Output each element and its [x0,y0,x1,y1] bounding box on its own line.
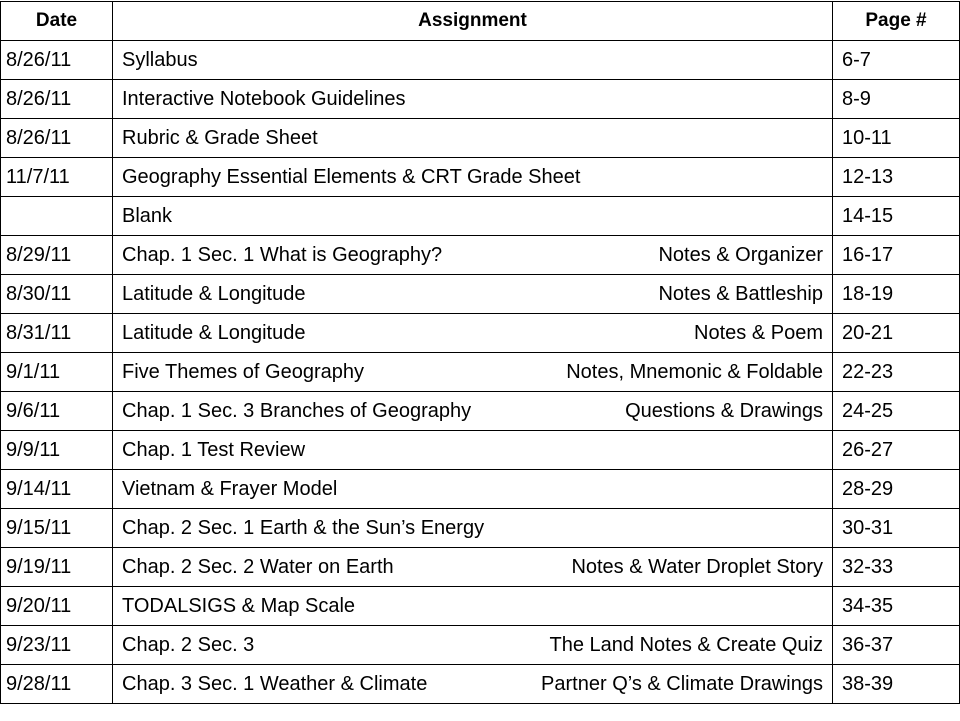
assignment-cell [113,392,833,431]
page-cell: 28-29 [833,470,960,509]
assignment-cell [113,236,833,275]
assignment-note: Notes & Water Droplet Story [571,555,823,578]
table-row [1,392,960,431]
assignment-cell [113,353,833,392]
page-cell: 12-13 [833,158,960,197]
assignment-title: Chap. 3 Sec. 1 Weather & Climate [122,672,428,695]
assignment-title: Chap. 2 Sec. 2 Water on Earth [122,555,394,578]
page-cell: 8-9 [833,80,960,119]
page-cell: 32-33 [833,548,960,587]
page-header: Page # [833,2,960,41]
page-cell: 38-39 [833,665,960,704]
date-cell: 8/31/11 [1,314,113,353]
date-cell: 8/26/11 [1,119,113,158]
assignment-cell [113,665,833,704]
assignment-title: Interactive Notebook Guidelines [122,87,406,110]
assignment-title: Latitude & Longitude [122,282,306,305]
assignment-cell [113,587,833,626]
assignment-title: Chap. 2 Sec. 3 [122,633,255,656]
date-cell: 9/28/11 [1,665,113,704]
page-cell: 26-27 [833,431,960,470]
assignment-cell [113,158,833,197]
date-cell: 9/15/11 [1,509,113,548]
table-row [1,509,960,548]
assignment-note: Notes & Organizer [658,243,823,266]
date-header: Date [1,2,113,41]
assignment-cell [113,275,833,314]
assignment-title: Geography Essential Elements & CRT Grade Sheet [122,165,581,188]
page-cell: 14-15 [833,197,960,236]
assignment-header: Assignment [113,2,833,41]
table-row [1,431,960,470]
table-row [1,314,960,353]
table-row [1,197,960,236]
assignment-cell [113,119,833,158]
page-cell: 10-11 [833,119,960,158]
table-row [1,665,960,704]
table-row [1,626,960,665]
table-row [1,236,960,275]
table-row [1,80,960,119]
assignment-title: Vietnam & Frayer Model [122,477,338,500]
assignment-note: The Land Notes & Create Quiz [549,633,823,656]
page-cell: 18-19 [833,275,960,314]
date-cell: 9/19/11 [1,548,113,587]
date-cell: 8/30/11 [1,275,113,314]
assignment-title: Latitude & Longitude [122,321,306,344]
table-row [1,275,960,314]
date-cell: 9/6/11 [1,392,113,431]
assignment-note: Notes & Battleship [658,282,823,305]
assignment-title: Five Themes of Geography [122,360,364,383]
assignment-title: Blank [122,204,173,227]
page-cell: 36-37 [833,626,960,665]
date-cell [1,197,113,236]
date-cell: 9/23/11 [1,626,113,665]
assignment-title: Chap. 1 Test Review [122,438,306,461]
date-cell: 8/26/11 [1,80,113,119]
assignment-title: Chap. 1 Sec. 3 Branches of Geography [122,399,472,422]
date-cell: 9/9/11 [1,431,113,470]
date-cell: 8/26/11 [1,41,113,80]
assignment-title: Chap. 1 Sec. 1 What is Geography? [122,243,443,266]
table-row [1,119,960,158]
table-row [1,548,960,587]
assignment-cell [113,626,833,665]
page-cell: 30-31 [833,509,960,548]
table-row [1,587,960,626]
assignment-cell [113,509,833,548]
page-cell: 24-25 [833,392,960,431]
assignment-cell [113,41,833,80]
assignment-note: Notes & Poem [694,321,823,344]
header-row [1,2,960,41]
assignment-cell [113,470,833,509]
table-row [1,470,960,509]
page-cell: 6-7 [833,41,960,80]
date-cell: 9/14/11 [1,470,113,509]
page-cell: 22-23 [833,353,960,392]
assignment-title: Chap. 2 Sec. 1 Earth & the Sun’s Energy [122,516,485,539]
page-cell: 16-17 [833,236,960,275]
assignment-title: Syllabus [122,48,198,71]
assignment-note: Notes, Mnemonic & Foldable [566,360,823,383]
assignment-table [0,1,960,704]
page-cell: 34-35 [833,587,960,626]
date-cell: 8/29/11 [1,236,113,275]
assignment-note: Partner Q’s & Climate Drawings [541,672,823,695]
assignment-cell [113,431,833,470]
assignment-title: TODALSIGS & Map Scale [122,594,356,617]
assignment-title: Rubric & Grade Sheet [122,126,318,149]
assignment-note: Questions & Drawings [625,399,823,422]
table-row [1,41,960,80]
assignment-cell [113,314,833,353]
date-cell: 9/1/11 [1,353,113,392]
date-cell: 11/7/11 [1,158,113,197]
date-cell: 9/20/11 [1,587,113,626]
page-cell: 20-21 [833,314,960,353]
assignment-cell [113,80,833,119]
assignment-cell [113,197,833,236]
table-row [1,158,960,197]
table-row [1,353,960,392]
assignment-cell [113,548,833,587]
